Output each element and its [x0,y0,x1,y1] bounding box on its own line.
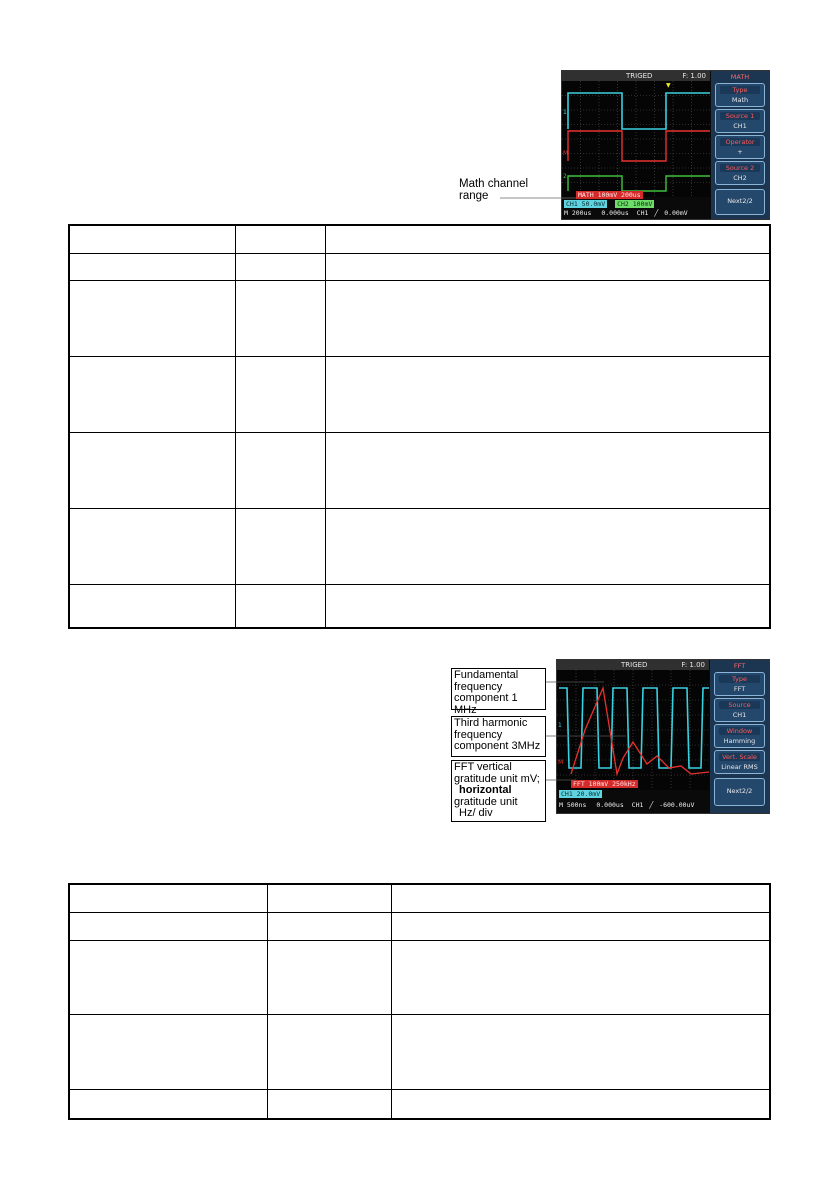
trigger-position-icon: ▼ [666,82,671,89]
bottom-status-bar: M 500ns 0.000us CH1 ╱ -600.00uV [559,801,695,809]
ch1-tag: CH1 20.0mV [561,790,601,798]
trigger-edge-icon: ╱ [649,801,654,809]
menu-item-window[interactable]: Window Hamming [714,724,765,748]
table-row [69,432,770,508]
table-row [69,584,770,628]
menu-next-button[interactable]: Next2/2 [715,189,765,215]
table-row [69,884,770,912]
menu-next-button[interactable]: Next2/2 [714,778,765,806]
table-row [69,1014,770,1089]
menu-item-operator[interactable]: Operator + [715,135,765,159]
fft-scale-tag: FFT 100mV 250kHz [573,780,636,788]
table-row [69,912,770,940]
fundamental-callout: Fundamental frequency component 1 MHz [451,668,546,710]
trigger-edge-icon: ╱ [654,209,659,217]
trigger-status: TRIGED [621,661,648,669]
ch2-marker: 2 [563,173,567,180]
menu-item-source1[interactable]: Source 1 CH1 [715,109,765,133]
table-row [69,356,770,432]
menu-item-source2[interactable]: Source 2 CH2 [715,161,765,185]
math-waveform-display [562,81,710,197]
third-harmonic-callout: Third harmonic frequency component 3MHz [451,716,546,757]
trigger-status: TRIGED [626,72,653,80]
channel-tags [559,790,602,798]
table-row [69,940,770,1014]
math-marker: M [558,759,564,766]
ch2-tag: CH2 100mV [617,200,653,208]
ch1-marker: 1 [558,722,562,729]
scope-top-bar [562,71,710,81]
menu-item-vert-scale[interactable]: Vert. Scale Linear RMS [714,750,765,774]
fft-units-callout: FFT vertical gratitude unit mV; horizontal gratitude unit Hz/ div [451,760,546,822]
fft-function-table [68,883,771,1120]
math-marker: M [563,150,569,157]
math-callout-leader [500,192,580,204]
menu-item-source[interactable]: Source CH1 [714,698,765,722]
math-function-table [68,224,771,629]
fft-softkey-menu [710,660,769,813]
math-scope-screen [561,70,770,220]
math-range-tag: MATH 100mV 200us [578,191,641,199]
frequency-readout: F: 1.00 [682,72,706,80]
fft-callout-leaders [546,660,666,790]
math-range-callout: Math channel range [459,178,529,202]
table-row [69,225,770,253]
menu-item-type[interactable]: Type FFT [714,672,765,696]
bottom-status-bar: M 200us 0.000us CH1 ╱ 0.00mV [564,209,688,217]
menu-title: MATH [730,73,750,81]
table-row [69,280,770,356]
menu-title: FFT [733,662,746,670]
ch1-marker: 1 [563,109,567,116]
table-row [69,253,770,280]
ch1-tag: CH1 50.0mV [566,200,606,208]
menu-item-type[interactable]: Type Math [715,83,765,107]
table-row [69,1089,770,1119]
frequency-readout: F: 1.00 [681,661,705,669]
table-row [69,508,770,584]
math-softkey-menu [711,71,769,219]
